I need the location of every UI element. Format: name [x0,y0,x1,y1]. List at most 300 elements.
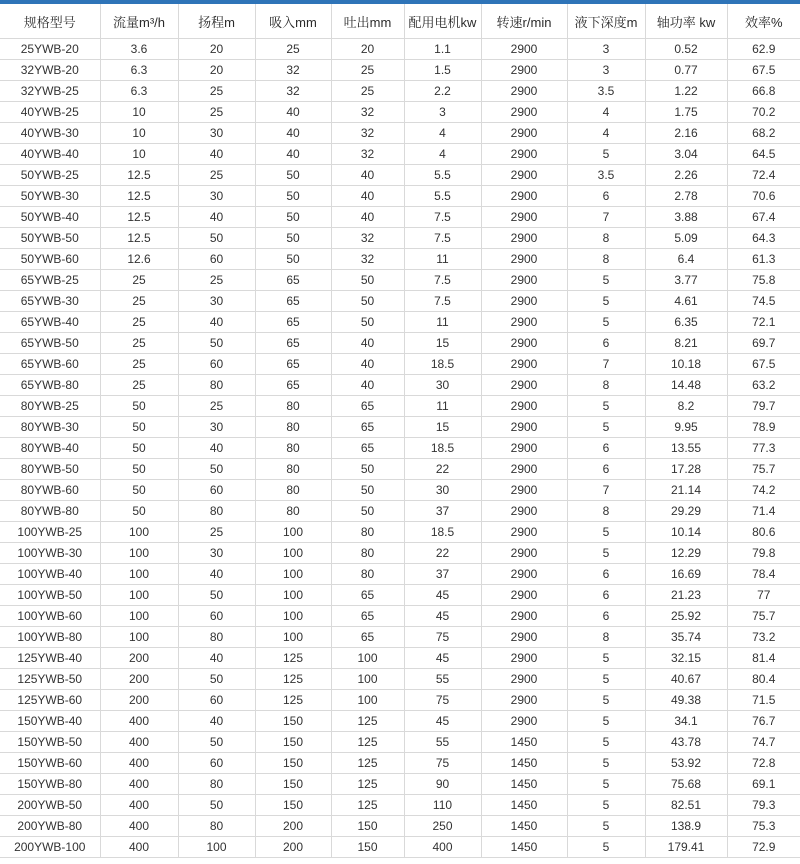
model-cell: 200YWB-80 [0,816,100,837]
value-cell: 37 [404,564,481,585]
value-cell: 50 [100,459,178,480]
value-cell: 30 [178,123,255,144]
value-cell: 25 [100,312,178,333]
value-cell: 100 [100,522,178,543]
value-cell: 65 [255,333,331,354]
value-cell: 32 [331,123,404,144]
value-cell: 50 [100,480,178,501]
value-cell: 50 [331,501,404,522]
value-cell: 15 [404,333,481,354]
value-cell: 125 [331,795,404,816]
value-cell: 2900 [481,249,567,270]
value-cell: 32.15 [645,648,727,669]
value-cell: 40 [178,207,255,228]
value-cell: 8 [567,627,645,648]
value-cell: 45 [404,711,481,732]
value-cell: 80 [255,501,331,522]
value-cell: 5 [567,312,645,333]
value-cell: 4 [567,102,645,123]
model-cell: 100YWB-80 [0,627,100,648]
value-cell: 75 [404,627,481,648]
table-row [0,837,800,858]
value-cell: 65 [331,396,404,417]
value-cell: 3.04 [645,144,727,165]
table-row [0,732,800,753]
value-cell: 25 [100,333,178,354]
value-cell: 32 [331,144,404,165]
table-row [0,228,800,249]
value-cell: 5 [567,669,645,690]
value-cell: 100 [100,585,178,606]
table-row [0,81,800,102]
value-cell: 66.8 [727,81,800,102]
value-cell: 1.75 [645,102,727,123]
model-cell: 50YWB-40 [0,207,100,228]
table-row [0,816,800,837]
value-cell: 69.1 [727,774,800,795]
value-cell: 90 [404,774,481,795]
value-cell: 40 [255,102,331,123]
value-cell: 4.61 [645,291,727,312]
value-cell: 7 [567,354,645,375]
value-cell: 1450 [481,753,567,774]
value-cell: 50 [331,312,404,333]
column-header: 配用电机kw [404,4,481,39]
value-cell: 21.23 [645,585,727,606]
model-cell: 50YWB-50 [0,228,100,249]
value-cell: 30 [178,186,255,207]
value-cell: 179.41 [645,837,727,858]
value-cell: 2900 [481,123,567,144]
value-cell: 5 [567,291,645,312]
value-cell: 1450 [481,837,567,858]
value-cell: 2900 [481,459,567,480]
value-cell: 50 [100,396,178,417]
value-cell: 69.7 [727,333,800,354]
value-cell: 22 [404,459,481,480]
column-header: 轴功率 kw [645,4,727,39]
model-cell: 100YWB-40 [0,564,100,585]
model-cell: 40YWB-30 [0,123,100,144]
value-cell: 10.18 [645,354,727,375]
value-cell: 60 [178,480,255,501]
value-cell: 6 [567,333,645,354]
model-cell: 80YWB-25 [0,396,100,417]
value-cell: 125 [331,774,404,795]
value-cell: 78.9 [727,417,800,438]
value-cell: 50 [178,228,255,249]
value-cell: 14.48 [645,375,727,396]
model-cell: 100YWB-50 [0,585,100,606]
value-cell: 72.9 [727,837,800,858]
model-cell: 65YWB-80 [0,375,100,396]
value-cell: 50 [178,669,255,690]
value-cell: 5 [567,543,645,564]
value-cell: 73.2 [727,627,800,648]
model-cell: 125YWB-40 [0,648,100,669]
value-cell: 11 [404,396,481,417]
value-cell: 55 [404,732,481,753]
value-cell: 2900 [481,333,567,354]
value-cell: 10 [100,123,178,144]
value-cell: 15 [404,417,481,438]
value-cell: 4 [404,144,481,165]
value-cell: 32 [331,102,404,123]
value-cell: 65 [255,375,331,396]
value-cell: 75.8 [727,270,800,291]
value-cell: 150 [255,774,331,795]
column-header: 转速r/min [481,4,567,39]
value-cell: 65 [331,627,404,648]
value-cell: 75 [404,753,481,774]
value-cell: 65 [331,585,404,606]
table-row [0,543,800,564]
value-cell: 80 [178,774,255,795]
value-cell: 6.4 [645,249,727,270]
value-cell: 32 [255,60,331,81]
table-header [0,4,800,39]
value-cell: 40 [255,144,331,165]
model-cell: 125YWB-50 [0,669,100,690]
value-cell: 17.28 [645,459,727,480]
value-cell: 2900 [481,501,567,522]
value-cell: 5 [567,417,645,438]
value-cell: 80 [178,375,255,396]
value-cell: 2900 [481,312,567,333]
value-cell: 3 [404,102,481,123]
value-cell: 2900 [481,228,567,249]
model-cell: 50YWB-25 [0,165,100,186]
model-cell: 40YWB-25 [0,102,100,123]
value-cell: 400 [100,753,178,774]
value-cell: 81.4 [727,648,800,669]
value-cell: 50 [331,459,404,480]
value-cell: 5 [567,144,645,165]
value-cell: 30 [404,375,481,396]
table-row [0,249,800,270]
value-cell: 6 [567,564,645,585]
value-cell: 5.09 [645,228,727,249]
value-cell: 50 [255,249,331,270]
value-cell: 100 [100,606,178,627]
value-cell: 32 [255,81,331,102]
value-cell: 50 [255,165,331,186]
model-cell: 80YWB-50 [0,459,100,480]
table-row [0,585,800,606]
value-cell: 40 [178,144,255,165]
value-cell: 80 [331,543,404,564]
value-cell: 13.55 [645,438,727,459]
value-cell: 6.35 [645,312,727,333]
value-cell: 35.74 [645,627,727,648]
table-body [0,39,800,858]
value-cell: 40 [178,312,255,333]
value-cell: 125 [331,711,404,732]
table-row [0,501,800,522]
value-cell: 61.3 [727,249,800,270]
value-cell: 7 [567,207,645,228]
table-row [0,144,800,165]
value-cell: 40 [331,186,404,207]
value-cell: 40.67 [645,669,727,690]
value-cell: 2900 [481,60,567,81]
model-cell: 80YWB-40 [0,438,100,459]
value-cell: 2900 [481,375,567,396]
model-cell: 100YWB-60 [0,606,100,627]
value-cell: 65 [255,312,331,333]
value-cell: 250 [404,816,481,837]
value-cell: 2900 [481,207,567,228]
value-cell: 2900 [481,480,567,501]
value-cell: 79.3 [727,795,800,816]
value-cell: 5 [567,270,645,291]
value-cell: 2900 [481,144,567,165]
value-cell: 40 [255,123,331,144]
table-row [0,711,800,732]
value-cell: 100 [100,543,178,564]
table-row [0,186,800,207]
value-cell: 50 [255,228,331,249]
value-cell: 20 [331,39,404,60]
table-row [0,39,800,60]
value-cell: 77 [727,585,800,606]
value-cell: 80 [255,396,331,417]
value-cell: 72.8 [727,753,800,774]
value-cell: 50 [100,417,178,438]
value-cell: 150 [255,753,331,774]
value-cell: 64.5 [727,144,800,165]
value-cell: 70.2 [727,102,800,123]
value-cell: 200 [100,648,178,669]
value-cell: 3.77 [645,270,727,291]
value-cell: 8.2 [645,396,727,417]
value-cell: 18.5 [404,438,481,459]
value-cell: 3 [567,39,645,60]
value-cell: 25 [331,60,404,81]
value-cell: 60 [178,753,255,774]
value-cell: 5.5 [404,165,481,186]
value-cell: 2900 [481,417,567,438]
value-cell: 2900 [481,81,567,102]
value-cell: 25 [100,354,178,375]
value-cell: 29.29 [645,501,727,522]
column-header: 流量m³/h [100,4,178,39]
value-cell: 125 [255,669,331,690]
value-cell: 75.7 [727,606,800,627]
value-cell: 12.5 [100,165,178,186]
value-cell: 65 [331,417,404,438]
value-cell: 2.26 [645,165,727,186]
value-cell: 50 [255,207,331,228]
value-cell: 100 [255,564,331,585]
table-row [0,207,800,228]
value-cell: 3.88 [645,207,727,228]
value-cell: 5 [567,753,645,774]
value-cell: 64.3 [727,228,800,249]
value-cell: 400 [100,837,178,858]
model-cell: 65YWB-60 [0,354,100,375]
value-cell: 5 [567,837,645,858]
value-cell: 5 [567,774,645,795]
value-cell: 6 [567,186,645,207]
value-cell: 25 [100,270,178,291]
value-cell: 12.29 [645,543,727,564]
value-cell: 25 [331,81,404,102]
value-cell: 100 [331,690,404,711]
column-header: 吐出mm [331,4,404,39]
value-cell: 400 [100,732,178,753]
value-cell: 2900 [481,669,567,690]
value-cell: 10 [100,102,178,123]
value-cell: 25 [178,270,255,291]
table-row [0,438,800,459]
model-cell: 150YWB-50 [0,732,100,753]
value-cell: 5 [567,711,645,732]
table-row [0,774,800,795]
value-cell: 138.9 [645,816,727,837]
model-cell: 50YWB-60 [0,249,100,270]
value-cell: 12.5 [100,207,178,228]
value-cell: 50 [178,333,255,354]
value-cell: 30 [178,417,255,438]
value-cell: 100 [255,543,331,564]
value-cell: 40 [178,564,255,585]
value-cell: 125 [255,648,331,669]
model-cell: 25YWB-20 [0,39,100,60]
value-cell: 62.9 [727,39,800,60]
value-cell: 9.95 [645,417,727,438]
value-cell: 2900 [481,39,567,60]
column-header: 液下深度m [567,4,645,39]
value-cell: 80.4 [727,669,800,690]
value-cell: 80 [255,438,331,459]
model-cell: 100YWB-30 [0,543,100,564]
value-cell: 2900 [481,543,567,564]
table-row [0,312,800,333]
value-cell: 76.7 [727,711,800,732]
value-cell: 45 [404,648,481,669]
value-cell: 100 [331,669,404,690]
value-cell: 5 [567,816,645,837]
table-row [0,669,800,690]
value-cell: 200 [100,669,178,690]
value-cell: 80 [331,522,404,543]
value-cell: 68.2 [727,123,800,144]
model-cell: 65YWB-25 [0,270,100,291]
value-cell: 2900 [481,291,567,312]
value-cell: 50 [178,585,255,606]
value-cell: 3.6 [100,39,178,60]
value-cell: 2900 [481,165,567,186]
table-row [0,522,800,543]
value-cell: 100 [178,837,255,858]
value-cell: 2900 [481,438,567,459]
table-row [0,354,800,375]
value-cell: 0.52 [645,39,727,60]
value-cell: 1450 [481,732,567,753]
value-cell: 40 [178,648,255,669]
value-cell: 20 [178,60,255,81]
value-cell: 60 [178,354,255,375]
value-cell: 65 [255,270,331,291]
model-cell: 32YWB-25 [0,81,100,102]
value-cell: 5.5 [404,186,481,207]
value-cell: 34.1 [645,711,727,732]
value-cell: 100 [255,627,331,648]
value-cell: 5 [567,732,645,753]
value-cell: 2900 [481,186,567,207]
value-cell: 100 [255,522,331,543]
value-cell: 75.7 [727,459,800,480]
value-cell: 30 [178,291,255,312]
table-row [0,102,800,123]
value-cell: 16.69 [645,564,727,585]
model-cell: 65YWB-50 [0,333,100,354]
value-cell: 80 [178,501,255,522]
model-cell: 80YWB-60 [0,480,100,501]
value-cell: 45 [404,585,481,606]
value-cell: 25 [178,102,255,123]
value-cell: 80 [255,459,331,480]
table-row [0,690,800,711]
model-cell: 80YWB-80 [0,501,100,522]
value-cell: 150 [255,711,331,732]
value-cell: 400 [100,795,178,816]
value-cell: 50 [178,732,255,753]
value-cell: 2900 [481,564,567,585]
value-cell: 0.77 [645,60,727,81]
table-row [0,165,800,186]
value-cell: 7.5 [404,291,481,312]
value-cell: 11 [404,312,481,333]
value-cell: 50 [255,186,331,207]
value-cell: 400 [404,837,481,858]
value-cell: 65 [255,354,331,375]
value-cell: 150 [331,816,404,837]
model-cell: 125YWB-60 [0,690,100,711]
value-cell: 70.6 [727,186,800,207]
header-row [0,4,800,39]
value-cell: 74.7 [727,732,800,753]
value-cell: 80 [331,564,404,585]
value-cell: 400 [100,774,178,795]
pump-specification-table [0,4,800,858]
value-cell: 2900 [481,648,567,669]
value-cell: 2900 [481,102,567,123]
value-cell: 6 [567,459,645,480]
table-row [0,459,800,480]
value-cell: 40 [178,711,255,732]
value-cell: 30 [178,543,255,564]
value-cell: 100 [255,585,331,606]
value-cell: 37 [404,501,481,522]
value-cell: 1.5 [404,60,481,81]
value-cell: 25 [255,39,331,60]
table-row [0,627,800,648]
value-cell: 75.3 [727,816,800,837]
table-row [0,333,800,354]
value-cell: 12.5 [100,228,178,249]
value-cell: 7.5 [404,207,481,228]
value-cell: 30 [404,480,481,501]
value-cell: 25 [178,396,255,417]
value-cell: 100 [255,606,331,627]
value-cell: 60 [178,606,255,627]
value-cell: 12.5 [100,186,178,207]
column-header: 效率% [727,4,800,39]
model-cell: 65YWB-30 [0,291,100,312]
value-cell: 3 [567,60,645,81]
